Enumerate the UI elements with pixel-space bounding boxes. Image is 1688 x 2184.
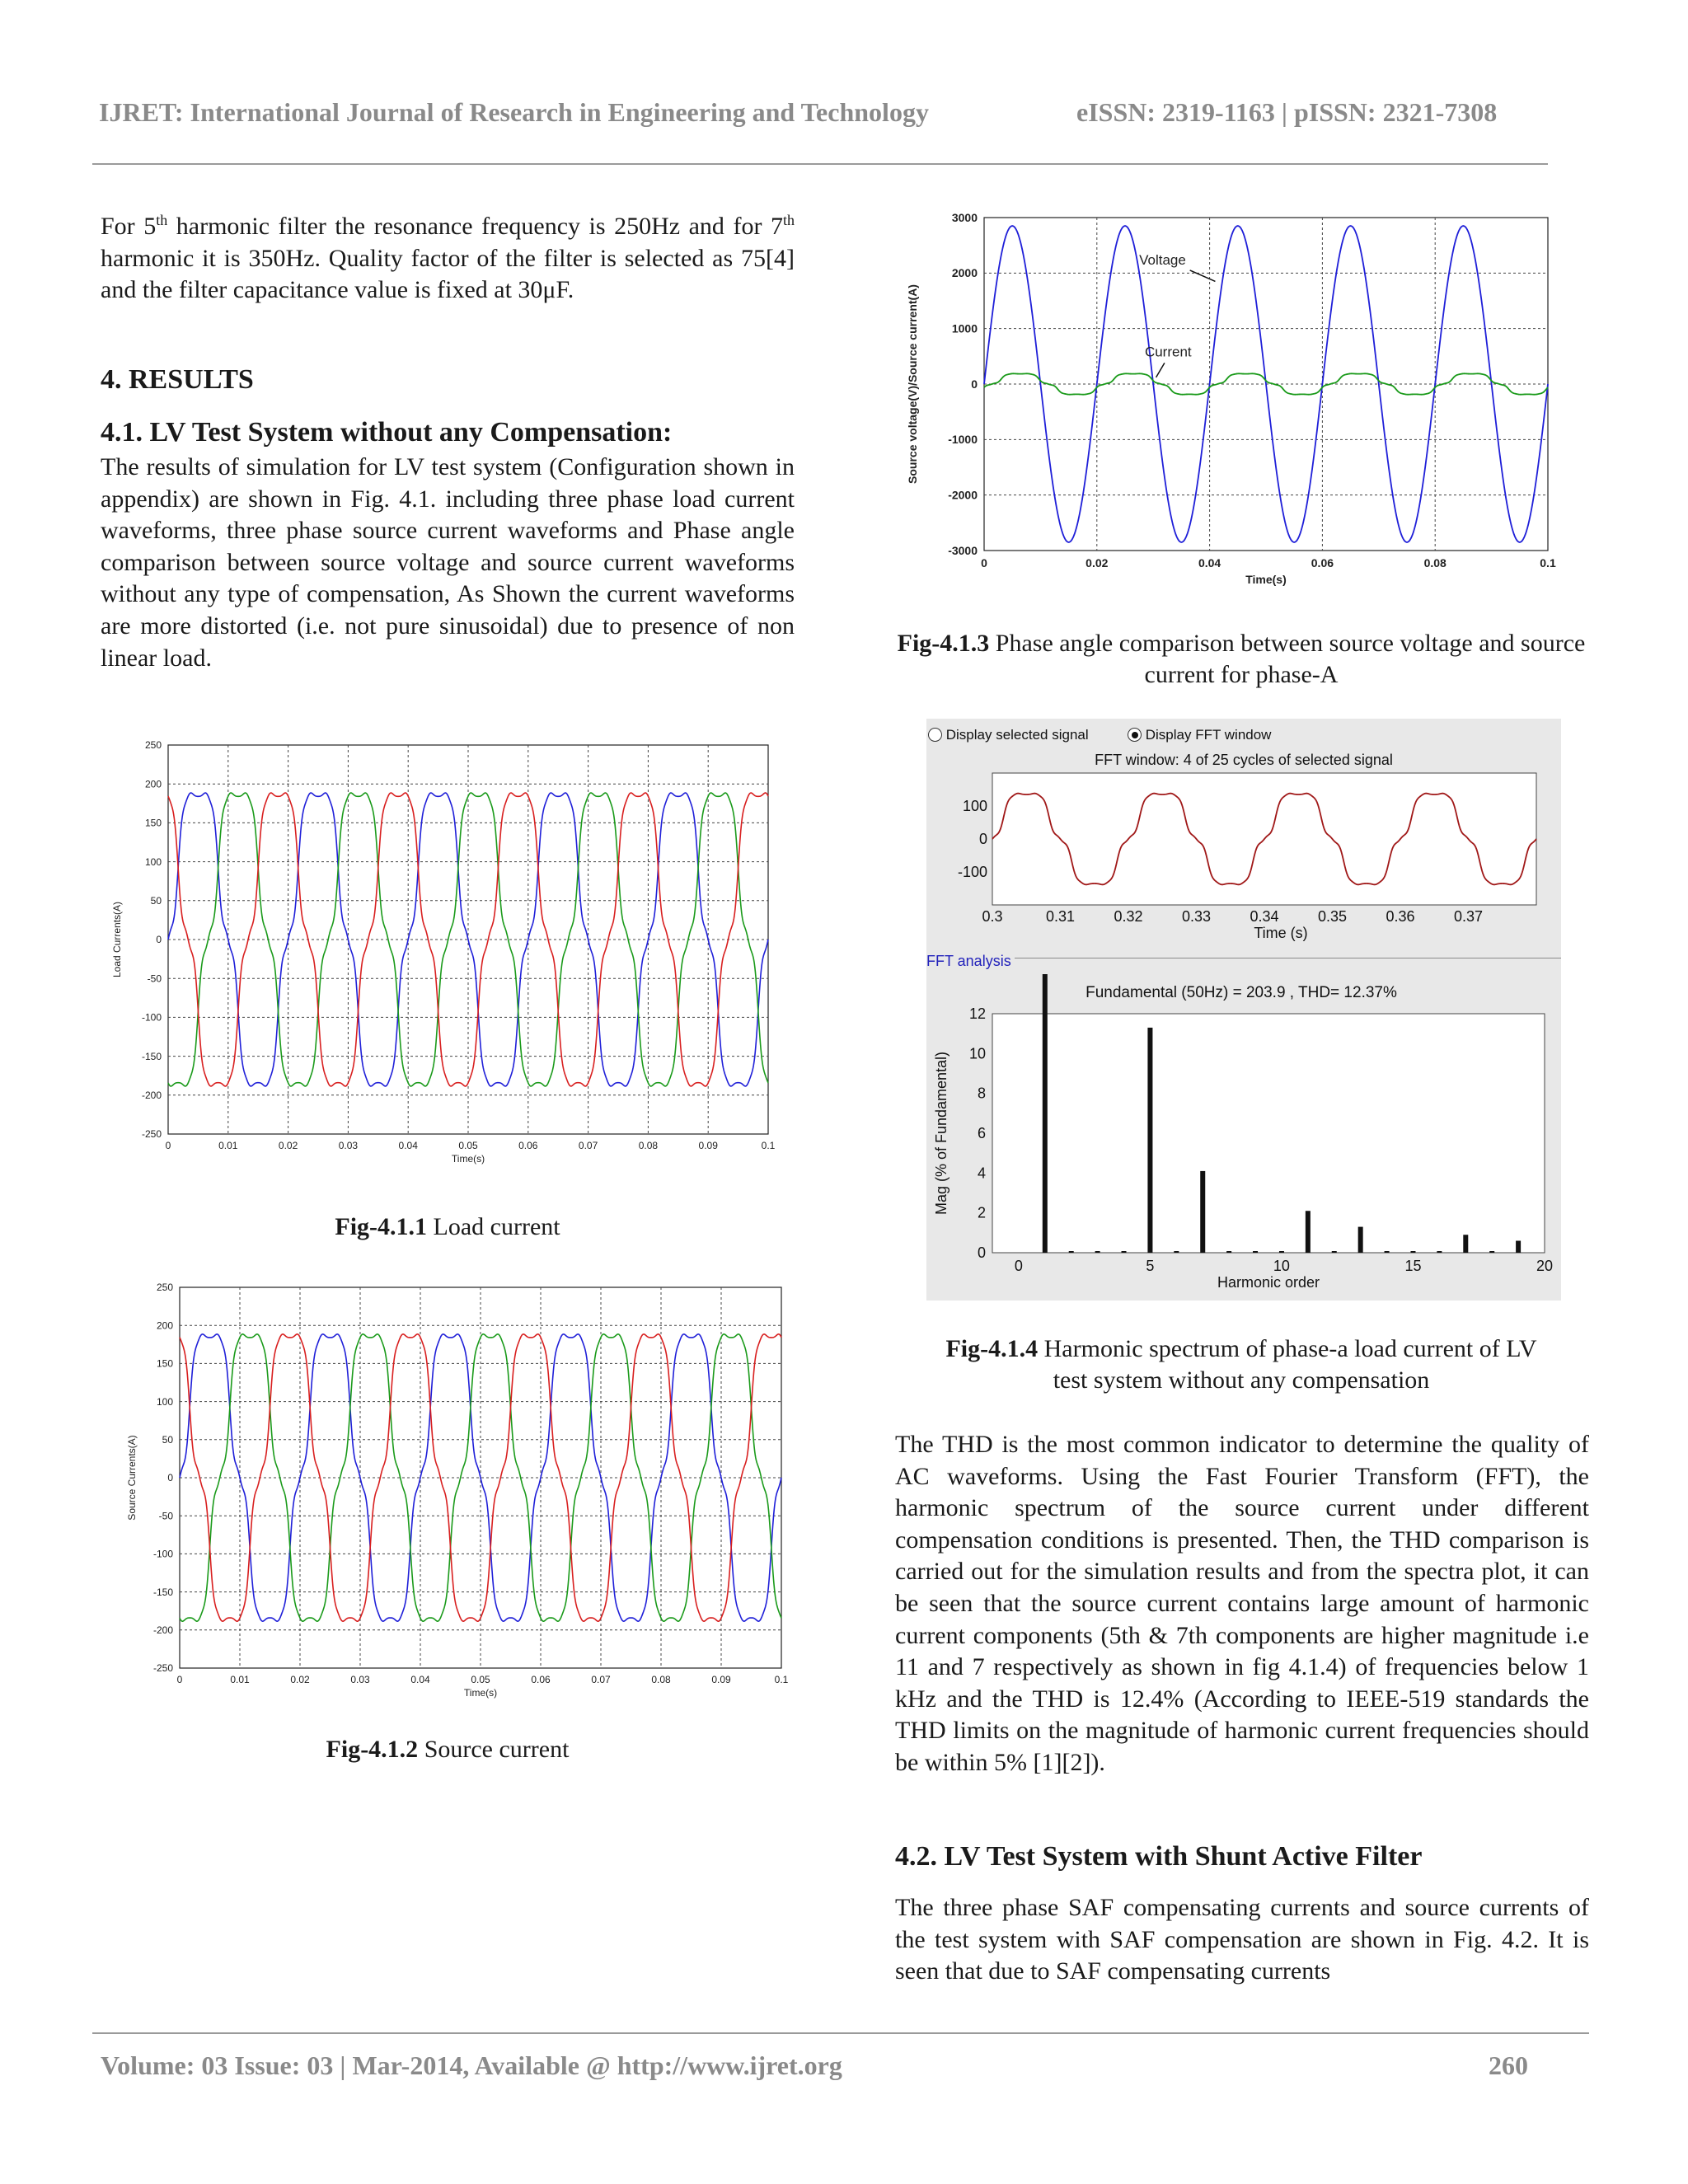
fft-x-tick-label: 0.32 xyxy=(1114,908,1143,925)
spectrum-x-tick-label: 15 xyxy=(1404,1258,1422,1274)
y-tick-label: -3000 xyxy=(948,543,978,557)
y-tick-label: 50 xyxy=(162,1434,173,1446)
issn: eISSN: 2319-1163 | pISSN: 2321-7308 xyxy=(1076,97,1498,127)
x-tick-label: 0.08 xyxy=(1423,556,1447,569)
figure-4-1-3-caption: Fig-4.1.3 Phase angle comparison between source voltage and source current for phase-A xyxy=(897,630,1586,688)
y-tick-label: 1000 xyxy=(951,321,978,335)
spectrum-x-tick-label: 20 xyxy=(1536,1258,1554,1274)
fft-x-tick-label: 0.35 xyxy=(1317,908,1348,925)
x-tick-label: 0.03 xyxy=(350,1674,370,1685)
x-tick-label: 0.03 xyxy=(338,1140,359,1151)
x-tick-label: 0.01 xyxy=(230,1674,250,1685)
spectrum-bar-h11 xyxy=(1306,1211,1311,1253)
y-tick-label: 0 xyxy=(971,377,978,391)
figure-source-current xyxy=(124,1276,789,1704)
saf-text xyxy=(895,1892,1589,1988)
x-tick-label: 0.09 xyxy=(711,1674,731,1685)
fft-window-title: FFT window: 4 of 25 cycles of selected signal xyxy=(1095,752,1393,768)
x-tick-label: 0.02 xyxy=(1085,556,1109,569)
left-column xyxy=(101,204,795,307)
y-tick-label: -100 xyxy=(141,1011,162,1024)
y-tick-label: 0 xyxy=(167,1472,173,1484)
y-tick-label: -200 xyxy=(152,1624,173,1636)
x-tick-label: 0.05 xyxy=(471,1674,490,1685)
x-tick-label: 0.06 xyxy=(531,1674,551,1685)
y-tick-label: 200 xyxy=(144,778,162,790)
y-tick-label: -250 xyxy=(152,1662,173,1675)
figure-load-current xyxy=(109,730,776,1175)
fft-x-tick-label: 0.34 xyxy=(1250,908,1279,925)
x-tick-label: 0.04 xyxy=(1198,556,1221,569)
x-tick-label: 0.05 xyxy=(458,1140,478,1151)
thd-text xyxy=(895,1429,1589,1779)
y-tick-label: -150 xyxy=(141,1050,162,1062)
fft-analysis-panel xyxy=(926,719,1561,1301)
fft-x-tick-label: 0.36 xyxy=(1386,908,1415,925)
y-tick-label: 150 xyxy=(144,817,162,829)
spectrum-x-tick-label: 10 xyxy=(1273,1258,1290,1274)
spectrum-title: Fundamental (50Hz) = 203.9 , THD= 12.37% xyxy=(1085,984,1397,1001)
x-tick-label: 0.02 xyxy=(290,1674,310,1685)
radio-selected-icon[interactable] xyxy=(1128,728,1142,742)
radio-display-fft-window[interactable] xyxy=(1128,727,1271,743)
spectrum-bar-h7 xyxy=(1200,1171,1205,1253)
y-tick-label: 250 xyxy=(144,739,162,752)
y-tick-label: -150 xyxy=(152,1586,173,1598)
results-text xyxy=(101,452,795,674)
y-tick-label: 100 xyxy=(144,855,162,868)
source-current-chart xyxy=(124,1276,789,1704)
subsection-heading: 4.1. LV Test System without any Compensation: xyxy=(101,417,673,448)
figure-4-1-4-caption: Fig-4.1.4 Harmonic spectrum of phase-a load current of LV test system without any compensation xyxy=(945,1335,1537,1394)
y-tick-label: -2000 xyxy=(948,488,978,502)
annotation-current: Current xyxy=(1144,344,1192,360)
x-tick-label: 0.01 xyxy=(218,1140,238,1151)
results-heading: 4. RESULTS xyxy=(101,364,254,395)
fft-x-axis-label: Time (s) xyxy=(1254,925,1308,941)
y-tick-label: 0 xyxy=(156,934,162,946)
x-tick-label: 0 xyxy=(176,1674,183,1685)
spectrum-y-tick-label: 4 xyxy=(977,1165,986,1182)
spectrum-y-tick-label: 12 xyxy=(968,1005,986,1022)
figure-4-1-2-caption: Fig-4.1.2 Source current xyxy=(326,1736,570,1763)
x-tick-label: 0.04 xyxy=(398,1140,418,1151)
fft-x-tick-label: 0.31 xyxy=(1045,908,1076,925)
spectrum-x-tick-label: 5 xyxy=(1146,1258,1155,1274)
y-tick-label: 100 xyxy=(156,1395,173,1408)
radio1-label: Display selected signal xyxy=(945,727,1089,743)
spectrum-y-tick-label: 0 xyxy=(977,1244,986,1261)
journal-title: IJRET: International Journal of Research in Engineering and Technology xyxy=(99,97,929,127)
spectrum-bar-h17 xyxy=(1463,1235,1468,1253)
y-tick-label: 150 xyxy=(156,1357,173,1370)
x-tick-label: 0.06 xyxy=(1311,556,1334,569)
phase-angle-chart xyxy=(898,206,1558,593)
spectrum-bar-h5 xyxy=(1147,1028,1152,1253)
harmonic-spectrum-chart xyxy=(926,972,1561,1301)
y-tick-label: 3000 xyxy=(951,210,978,224)
footer-volume: Volume: 03 Issue: 03 | Mar-2014, Available @ http://www.ijret.org xyxy=(101,2050,842,2080)
x-axis-label: Time(s) xyxy=(451,1153,485,1165)
x-tick-label: 0 xyxy=(981,556,987,569)
intro-paragraph: For 5th harmonic filter the resonance frequency is 250Hz and for 7th harmonic it is 350Hz. Quality factor of the filter is selected as 75[4] and the filter capacitance value is fixed at 30μF. xyxy=(101,212,795,304)
fft-x-tick-label: 0.37 xyxy=(1453,908,1484,925)
x-tick-label: 0.07 xyxy=(578,1140,598,1151)
x-tick-label: 0.08 xyxy=(638,1140,659,1151)
fft-analysis-label: FFT analysis xyxy=(926,953,1015,970)
y-axis-label: Load Currents(A) xyxy=(111,901,123,978)
x-tick-label: 0.02 xyxy=(278,1140,298,1151)
radio-empty-icon[interactable] xyxy=(928,728,942,742)
figure-phase-angle xyxy=(898,206,1558,593)
x-tick-label: 0.09 xyxy=(698,1140,718,1151)
fft-y-tick-label: -100 xyxy=(957,864,987,880)
spectrum-bar-h1 xyxy=(1043,974,1048,1253)
saf-paragraph: The three phase SAF compensating currents and source currents of the test system with SAF compensation are shown in Fig. 4.2. It is seen that due to SAF compensating currents xyxy=(895,1894,1589,1985)
results-paragraph: The results of simulation for LV test system (Configuration shown in appendix) are shown in Fig. 4.1. including three phase load current waveforms, three phase source current waveforms and Phase angle comparison between source voltage and source current waveforms without any type of compensation, As Shown the current waveforms are more distorted (i.e. not pure sinusoidal) due to presence of non linear load. xyxy=(101,453,795,672)
x-tick-label: 0.07 xyxy=(591,1674,611,1685)
figure-4-1-1-caption: Fig-4.1.1 Load current xyxy=(335,1213,560,1240)
y-tick-label: -50 xyxy=(158,1510,173,1522)
radio-display-selected-signal[interactable] xyxy=(928,727,1089,743)
fft-y-tick-label: 100 xyxy=(962,798,987,814)
page-number: 260 xyxy=(1489,2050,1528,2080)
x-tick-label: 0.1 xyxy=(761,1140,776,1151)
y-tick-label: 2000 xyxy=(951,266,978,280)
y-tick-label: -200 xyxy=(141,1090,162,1101)
spectrum-y-tick-label: 2 xyxy=(977,1204,986,1221)
y-tick-label: -50 xyxy=(147,972,162,985)
load-current-chart xyxy=(109,730,776,1175)
x-tick-label: 0.06 xyxy=(518,1140,538,1151)
section-4-2-heading: 4.2. LV Test System with Shunt Active Filter xyxy=(895,1841,1423,1872)
annotation-voltage: Voltage xyxy=(1139,252,1186,269)
spectrum-y-axis-label: Mag (% of Fundamental) xyxy=(933,1051,950,1216)
spectrum-bar-h13 xyxy=(1358,1227,1363,1253)
header-rule xyxy=(92,163,1548,165)
y-tick-label: 250 xyxy=(156,1282,173,1294)
y-axis-label: Source Currents(A) xyxy=(126,1435,138,1521)
spectrum-bar-h19 xyxy=(1516,1241,1521,1254)
y-tick-label: 200 xyxy=(156,1319,173,1332)
spectrum-x-axis-label: Harmonic order xyxy=(1217,1274,1320,1291)
x-tick-label: 0.1 xyxy=(774,1674,789,1685)
y-tick-label: -250 xyxy=(141,1128,162,1141)
spectrum-y-tick-label: 6 xyxy=(977,1125,986,1141)
y-tick-label: 50 xyxy=(150,895,162,907)
fft-x-tick-label: 0.3 xyxy=(982,908,1003,925)
y-tick-label: -1000 xyxy=(948,433,978,447)
x-axis-label: Time(s) xyxy=(463,1687,498,1699)
spectrum-x-tick-label: 0 xyxy=(1014,1258,1023,1274)
spectrum-y-tick-label: 10 xyxy=(968,1045,986,1062)
x-tick-label: 0 xyxy=(165,1140,171,1151)
radio2-label: Display FFT window xyxy=(1145,727,1272,743)
x-axis-label: Time(s) xyxy=(1245,573,1287,586)
thd-paragraph: The THD is the most common indicator to determine the quality of AC waveforms. Using the Fast Fourier Transform (FFT), the harmonic spectrum of the source current under different compensation conditions is presented. Then, the THD comparison is carried out for the simulation results and from the spectra plot, it can be seen that the source current contains large amount of harmonic current components (5th & 7th components are higher magnitude i.e 11 and 7 respectively as shown in fig 4.1.4) of frequencies below 1 kHz and the THD is 12.4% (According to IEEE-519 standards the THD limits on the magnitude of harmonic current frequencies should be within 5% [1][2]). xyxy=(895,1431,1589,1776)
fft-y-tick-label: 0 xyxy=(978,831,987,847)
x-tick-label: 0.04 xyxy=(410,1674,430,1685)
footer-rule xyxy=(92,2032,1589,2034)
y-axis-label: Source voltage(V)/Source current(A) xyxy=(906,284,919,484)
spectrum-plot-area xyxy=(992,1014,1545,1253)
x-tick-label: 0.1 xyxy=(1540,556,1556,569)
spectrum-y-tick-label: 8 xyxy=(977,1085,986,1102)
x-tick-label: 0.08 xyxy=(651,1674,671,1685)
y-tick-label: -100 xyxy=(152,1548,173,1560)
fft-x-tick-label: 0.33 xyxy=(1181,908,1212,925)
fft-window-chart xyxy=(926,748,1561,946)
